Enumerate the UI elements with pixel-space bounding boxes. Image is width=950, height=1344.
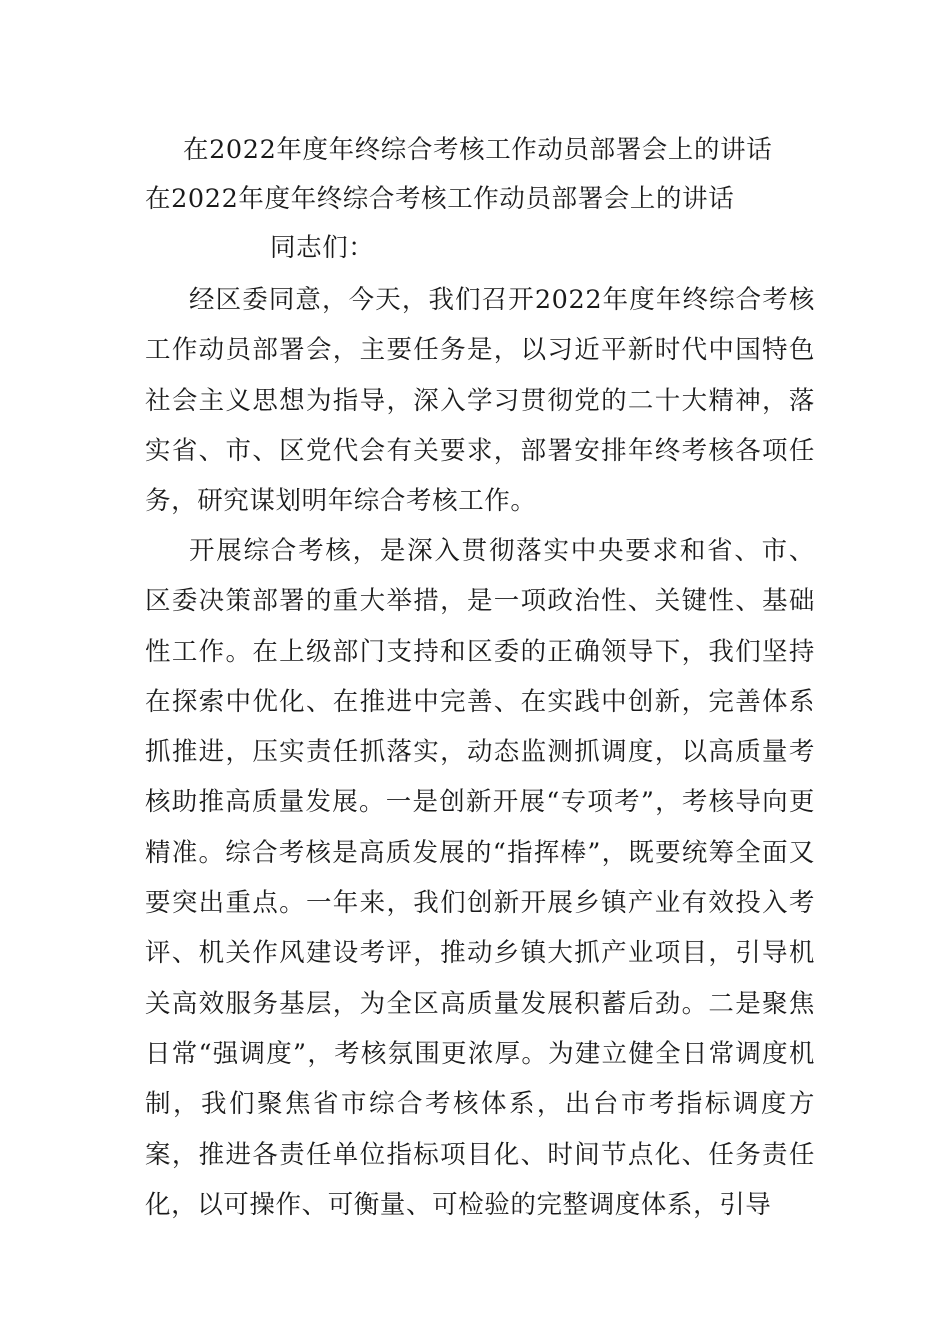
paragraph-2: 开展综合考核，是深入贯彻落实中央要求和省、市、区委决策部署的重大举措，是一项政治性、关键性、基础性工作。在上级部门支持和区委的正确领导下，我们坚持在探索中优化、在推进中完善、在实践中创新，完善体系抓推进，压实责任抓落实，动态监测抓调度，以高质量考核助推高质量发展。一是创新开展“专项考”，考核导向更精准。综合考核是高质发展的“指挥棒”，既要统筹全面又要突出重点。一年来，我们创新开展乡镇产业有效投入考评、机关作风建设考评，推动乡镇大抓产业项目，引导机关高效服务基层，为全区高质量发展积蓄后劲。二是聚焦日常“强调度”，考核氛围更浓厚。为建立健全日常调度机制，我们聚焦省市综合考核体系，出台市考指标调度方案，推进各责任单位指标项目化、时间节点化、任务责任化，以可操作、可衡量、可检验的完整调度体系，引导 xyxy=(145,536,815,1220)
header-title: 在2022年度年终综合考核工作动员部署会上的讲话 xyxy=(183,135,773,165)
paragraph-1: 经区委同意，今天，我们召开2022年度年终综合考核工作动员部署会，主要任务是，以习近平新时代中国特色社会主义思想为指导，深入学习贯彻党的二十大精神，落实省、市、区党代会有关要求，部署安排年终考核各项任务，研究谋划明年综合考核工作。 xyxy=(145,285,815,517)
salutation: 同志们： xyxy=(270,233,375,263)
document-title: 在2022年度年终综合考核工作动员部署会上的讲话 xyxy=(145,184,735,214)
